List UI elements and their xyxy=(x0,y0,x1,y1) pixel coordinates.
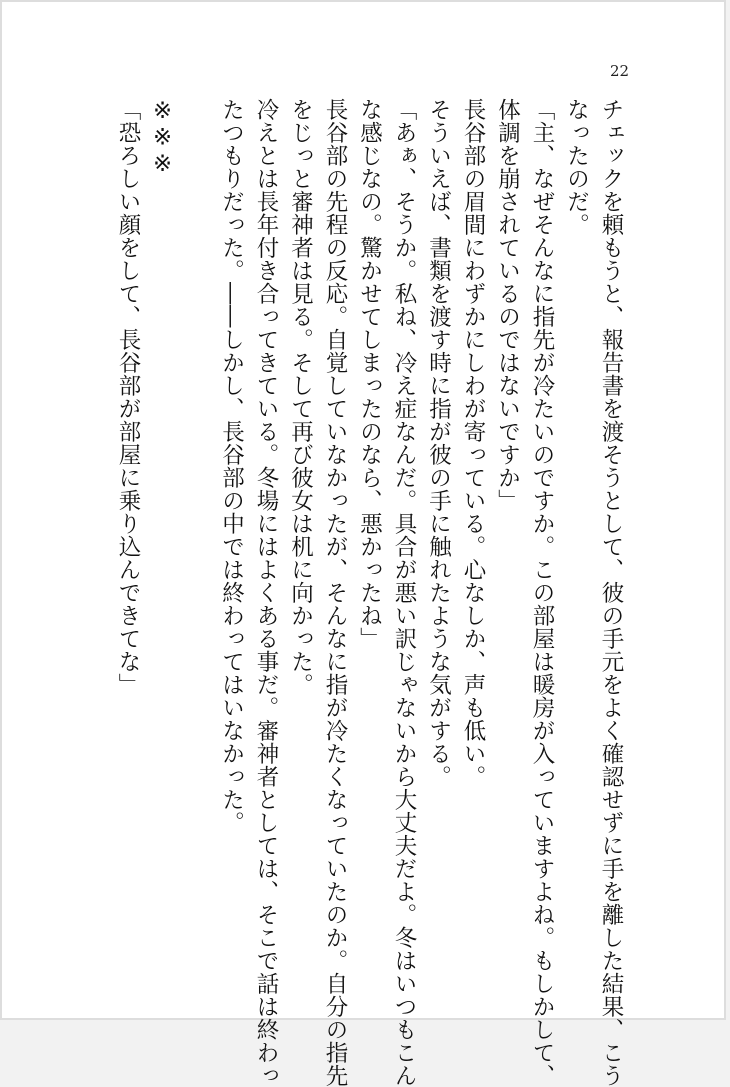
scene-break: ※※※ xyxy=(149,98,176,178)
text-line: たつもりだった。――しかし、長谷部の中では終わってはいなかった。 xyxy=(218,98,245,834)
page-number: 22 xyxy=(610,62,630,80)
text-line: 長谷部の先程の反応。自覚していなかったが、そんなに指が冷たくなっていたのか。自分の指先 xyxy=(322,98,348,1087)
text-line: 長谷部の眉間にわずかにしわが寄っている。心なしか、声も低い。 xyxy=(460,98,486,788)
text-line: なったのだ。 xyxy=(563,98,590,236)
blank-line xyxy=(180,98,215,978)
text-line: 「主、なぜそんなに指先が冷たいのですか。この部屋は暖房が入っていますよね。もしかして、 xyxy=(529,98,555,1087)
text-line: 冷えとは長年付き合ってきている。冬場にはよくある事だ。審神者としては、そこで話は終わっ xyxy=(253,98,279,1087)
text-line: そういえば、書類を渡す時に指が彼の手に触れたような気がする。 xyxy=(425,98,452,788)
text-line: をじっと審神者は見る。そして再び彼女は机に向かった。 xyxy=(287,98,314,696)
vertical-text-body xyxy=(111,98,629,1087)
text-line: チェックを頼もうと、報告書を渡そうとして、彼の手元をよく確認せずに手を離した結果、こう xyxy=(598,98,624,1087)
text-line: 「恐ろしい顔をして、長谷部が部屋に乗り込んできてな」 xyxy=(115,98,141,696)
text-line: 体調を崩されているのではないですか」 xyxy=(494,98,521,512)
text-line: 「あぁ、そうか。私ね、冷え症なんだ。具合が悪い訳じゃないから大丈夫だよ。冬はいつもこん xyxy=(391,98,417,1087)
text-line: な感じなの。驚かせてしまったのなら、悪かったね」 xyxy=(356,98,383,650)
